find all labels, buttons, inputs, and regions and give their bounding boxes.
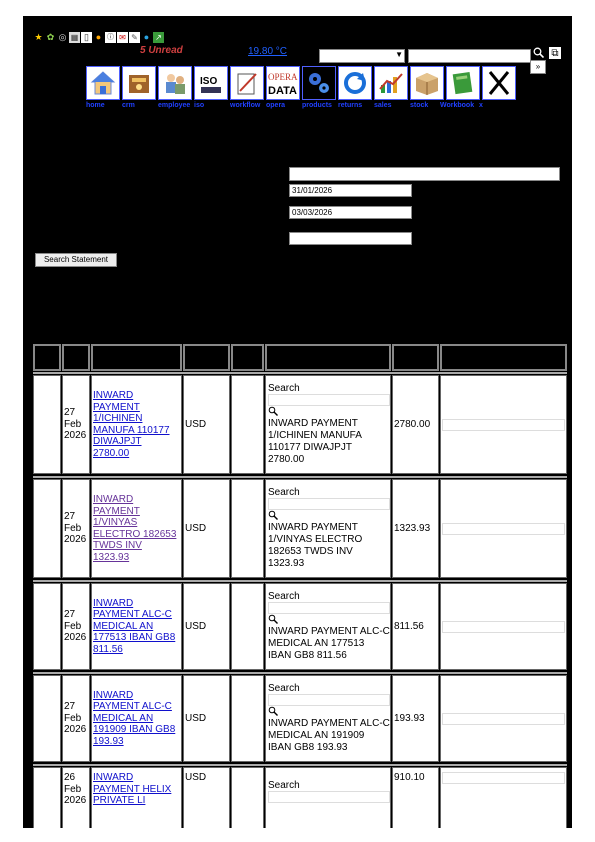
- table-row: [33, 675, 567, 762]
- match-cell: [265, 675, 391, 762]
- world-icon[interactable]: ●: [143, 32, 150, 42]
- note-cell: [440, 767, 567, 828]
- quick-icon-strip: [33, 32, 164, 43]
- coin-icon[interactable]: ●: [95, 32, 102, 42]
- toolbar-label-employee[interactable]: employee: [158, 102, 191, 109]
- search-icon[interactable]: [268, 706, 390, 718]
- toolbar-labels: [86, 102, 526, 112]
- currency-cell: [183, 375, 230, 474]
- box-icon[interactable]: [410, 66, 444, 100]
- transaction-link[interactable]: INWARD PAYMENT 1/ICHINEN MANUFA 110177 DIWAJPJT 2780.00: [93, 390, 170, 459]
- match-search-label: Search: [268, 780, 300, 791]
- edit-icon[interactable]: ✎: [129, 32, 140, 43]
- home-icon[interactable]: [86, 66, 120, 100]
- iso-icon[interactable]: [194, 66, 228, 100]
- toolbar-label-x[interactable]: x: [479, 102, 483, 109]
- globe-icon[interactable]: ◎: [58, 32, 67, 42]
- header-cell: [265, 344, 391, 371]
- toolbar-label-workflow[interactable]: workflow: [230, 102, 261, 109]
- transaction-cell: [91, 675, 182, 762]
- transaction-link[interactable]: INWARD PAYMENT 1/VINYAS ELECTRO 182653 TWDS INV 1323.93: [93, 494, 177, 563]
- mail-icon[interactable]: ✉: [117, 32, 128, 43]
- toolbar-label-sales[interactable]: sales: [374, 102, 392, 109]
- amount-cell: [392, 375, 439, 474]
- match-description: INWARD PAYMENT ALC-C MEDICAL AN 177513 IBAN GB8 811.56: [268, 626, 390, 661]
- svg-text:DATA: DATA: [268, 85, 297, 97]
- match-search-input[interactable]: [268, 394, 390, 406]
- header-cell: [392, 344, 439, 371]
- amount-value: 2780.00: [394, 419, 431, 430]
- amount-cell: [392, 675, 439, 762]
- note-input[interactable]: [442, 523, 565, 535]
- date-year: 2026: [64, 534, 87, 546]
- note-cell: [440, 583, 567, 670]
- transaction-cell: [91, 583, 182, 670]
- amount-value: 193.93: [394, 713, 425, 724]
- search-statement-button[interactable]: Search Statement: [35, 253, 117, 267]
- toolbar-label-products[interactable]: products: [302, 102, 332, 109]
- date-month: Feb: [64, 620, 82, 632]
- table-row: [33, 375, 567, 474]
- account-field[interactable]: [289, 167, 560, 181]
- export-icon[interactable]: ↗: [153, 32, 164, 43]
- toolbar-label-crm[interactable]: crm: [122, 102, 135, 109]
- blank-cell: [231, 583, 264, 670]
- book-icon[interactable]: [446, 66, 480, 100]
- row-divider: [33, 580, 567, 582]
- match-search-label: Search: [268, 683, 300, 694]
- toolbar-label-iso[interactable]: iso: [194, 102, 205, 109]
- match-cell: [265, 583, 391, 670]
- sales-chart-icon[interactable]: [374, 66, 408, 100]
- note-input[interactable]: [442, 621, 565, 633]
- row-divider: [33, 372, 567, 374]
- info-icon[interactable]: ⓘ: [107, 34, 114, 41]
- header-cell: [231, 344, 264, 371]
- match-search-input[interactable]: [268, 498, 390, 510]
- match-cell: [265, 375, 391, 474]
- date-month: Feb: [64, 712, 82, 724]
- match-search-label: Search: [268, 487, 300, 498]
- temperature-link[interactable]: 19.80 °C: [248, 46, 288, 57]
- filter-field[interactable]: [289, 232, 412, 245]
- match-description: INWARD PAYMENT ALC-C MEDICAL AN 191909 IBAN GB8 193.93: [268, 718, 390, 753]
- menu-select[interactable]: [319, 49, 405, 63]
- currency-cell: [183, 767, 230, 828]
- currency-value: USD: [185, 713, 207, 724]
- table-row: [33, 583, 567, 670]
- svg-text:ISO: ISO: [200, 76, 218, 87]
- date-cell: [62, 375, 90, 474]
- note-cell: [440, 375, 567, 474]
- header-cell: [183, 344, 230, 371]
- toolbar-label-opera[interactable]: opera: [266, 102, 286, 109]
- row-divider: [33, 476, 567, 478]
- select-cell[interactable]: [33, 375, 61, 474]
- crm-icon[interactable]: [122, 66, 156, 100]
- amount-cell: [392, 479, 439, 578]
- currency-cell: [183, 675, 230, 762]
- match-search-label: Search: [268, 591, 300, 602]
- header-cell: [62, 344, 90, 371]
- date-day: 27: [64, 407, 76, 419]
- date-day: 26: [64, 772, 76, 783]
- table-row: [33, 767, 567, 828]
- note-cell: [440, 675, 567, 762]
- date-cell: [62, 583, 90, 670]
- blank-cell: [231, 675, 264, 762]
- transaction-link[interactable]: INWARD PAYMENT ALC-C MEDICAL AN 177513 IBAN GB8 811.56: [93, 597, 176, 655]
- document-icon[interactable]: ▯: [81, 32, 92, 43]
- note-input[interactable]: [442, 713, 565, 725]
- date-year: 2026: [64, 795, 87, 806]
- toolbar-label-stock[interactable]: stock: [410, 102, 429, 109]
- date-month: Feb: [64, 522, 82, 534]
- match-cell: [265, 479, 391, 578]
- select-cell[interactable]: [33, 675, 61, 762]
- more-button[interactable]: »: [530, 60, 546, 74]
- date-day: 27: [64, 609, 76, 621]
- match-cell: [265, 767, 391, 828]
- match-search-label: Search: [268, 383, 300, 394]
- row-divider: [33, 764, 567, 766]
- date-year: 2026: [64, 724, 87, 736]
- workflow-icon[interactable]: [230, 66, 264, 100]
- amount-value: 811.56: [394, 621, 424, 632]
- date-cell: [62, 767, 90, 828]
- date-cell: [62, 479, 90, 578]
- blank-cell: [231, 479, 264, 578]
- amount-value: 1323.93: [394, 523, 431, 534]
- transaction-cell: [91, 767, 182, 828]
- global-search-input[interactable]: [408, 49, 531, 63]
- svg-text:OPERA: OPERA: [268, 72, 298, 82]
- row-divider: [33, 672, 567, 674]
- transaction-link[interactable]: INWARD PAYMENT ALC-C MEDICAL AN 191909 IBAN GB8 193.93: [93, 689, 176, 747]
- calculator-icon[interactable]: ▦: [70, 33, 79, 42]
- select-cell[interactable]: [33, 767, 61, 828]
- date-year: 2026: [64, 430, 87, 442]
- date-year: 2026: [64, 632, 87, 644]
- unread-count[interactable]: 5 Unread: [140, 45, 183, 56]
- gears-icon[interactable]: [302, 66, 336, 100]
- amount-cell: [392, 767, 439, 828]
- blank-cell: [231, 767, 264, 828]
- date-to-field[interactable]: 03/03/2026: [289, 206, 412, 219]
- currency-value: USD: [185, 772, 207, 783]
- search-icon[interactable]: [268, 510, 390, 522]
- date-from-field[interactable]: 31/01/2026: [289, 184, 412, 197]
- transaction-cell: [91, 479, 182, 578]
- select-cell[interactable]: [33, 479, 61, 578]
- table-row: [33, 479, 567, 578]
- transaction-link[interactable]: INWARD PAYMENT HELIX PRIVATE LI: [93, 772, 172, 806]
- currency-cell: [183, 479, 230, 578]
- match-description: INWARD PAYMENT 1/ICHINEN MANUFA 110177 DIWAJPJT 2780.00: [268, 418, 362, 465]
- match-search-input[interactable]: [268, 602, 390, 614]
- settings-icon[interactable]: ✿: [46, 32, 55, 42]
- amount-cell: [392, 583, 439, 670]
- currency-value: USD: [185, 523, 207, 534]
- header-cell: [33, 344, 61, 371]
- blank-cell: [231, 375, 264, 474]
- chevron-down-icon: ▼: [395, 50, 403, 59]
- employee-icon[interactable]: [158, 66, 192, 100]
- amount-value: 910.10: [394, 772, 425, 783]
- close-icon[interactable]: [482, 66, 516, 100]
- popout-icon[interactable]: ⧉: [549, 47, 561, 59]
- currency-value: USD: [185, 621, 207, 632]
- date-day: 27: [64, 511, 76, 523]
- note-input[interactable]: [442, 772, 565, 784]
- refresh-icon[interactable]: [338, 66, 372, 100]
- currency-value: USD: [185, 419, 207, 430]
- date-cell: [62, 675, 90, 762]
- currency-cell: [183, 583, 230, 670]
- header-cell: [440, 344, 567, 371]
- select-cell[interactable]: [33, 583, 61, 670]
- opera-data-icon[interactable]: [266, 66, 300, 100]
- date-month: Feb: [64, 783, 82, 795]
- match-search-input[interactable]: [268, 694, 390, 706]
- search-icon[interactable]: [268, 614, 390, 626]
- toolbar-label-returns[interactable]: returns: [338, 102, 363, 109]
- search-icon[interactable]: [268, 406, 390, 418]
- star-icon[interactable]: ★: [34, 32, 43, 42]
- module-toolbar: [86, 66, 516, 100]
- date-day: 27: [64, 701, 76, 713]
- app-frame: [23, 16, 572, 828]
- toolbar-label-workbook[interactable]: Workbook: [440, 102, 475, 109]
- header-cell: [91, 344, 182, 371]
- transaction-cell: [91, 375, 182, 474]
- date-month: Feb: [64, 418, 82, 430]
- match-description: INWARD PAYMENT 1/VINYAS ELECTRO 182653 TWDS INV 1323.93: [268, 522, 363, 569]
- search-icon[interactable]: [532, 46, 545, 59]
- match-search-input[interactable]: [268, 791, 390, 803]
- note-cell: [440, 479, 567, 578]
- toolbar-label-home[interactable]: home: [86, 102, 105, 109]
- note-input[interactable]: [442, 419, 565, 431]
